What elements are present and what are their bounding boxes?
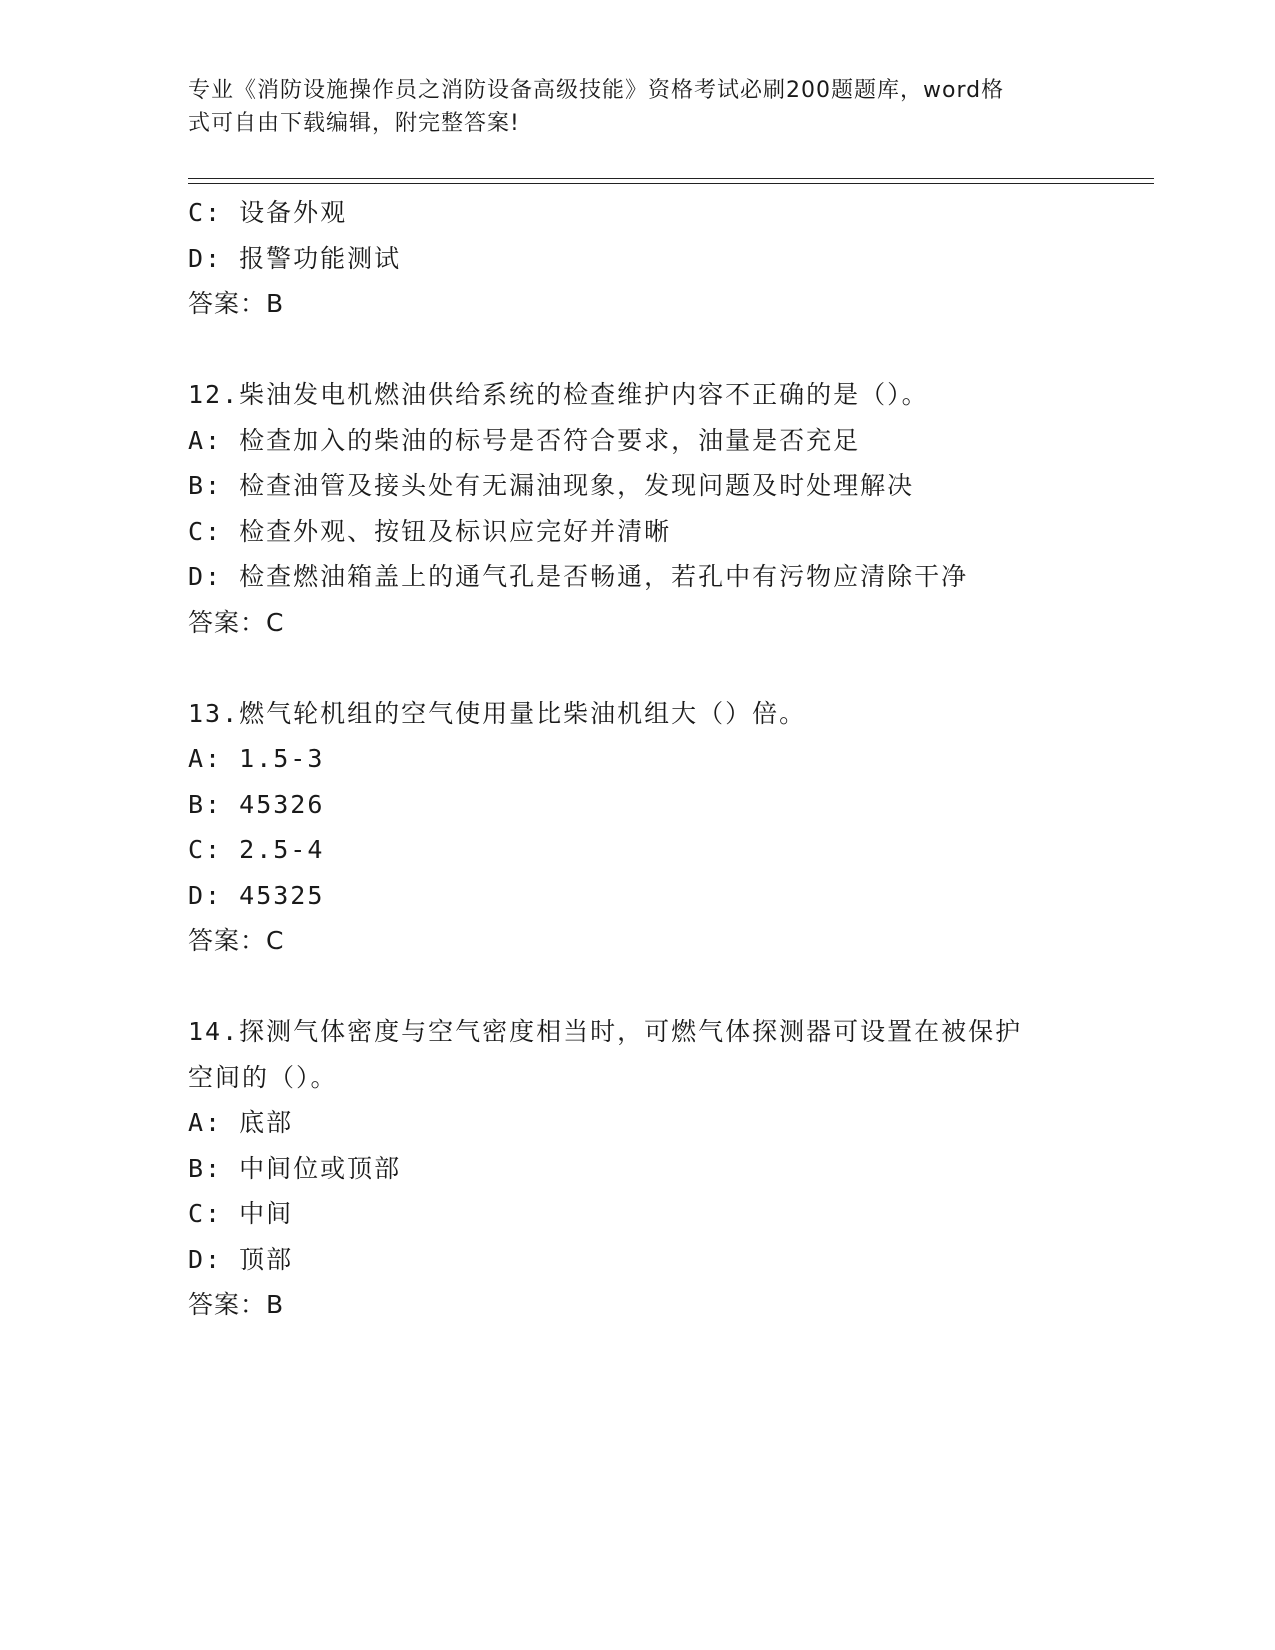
answer: 答案：B — [188, 1290, 285, 1319]
option-b: B: 45326 — [188, 789, 325, 819]
option-d: D: 45325 — [188, 880, 325, 910]
answer: 答案：C — [188, 926, 285, 955]
spacer — [188, 327, 1088, 373]
answer: 答案：C — [188, 607, 285, 637]
question-14 — [188, 1009, 1088, 1328]
header-title-line-1: 专业《消防设施操作员之消防设备高级技能》资格考试必刷200题题库，word格 — [188, 78, 1005, 103]
option-c: C: 2.5-4 — [188, 835, 325, 864]
option-c: C: 设备外观 — [188, 198, 348, 227]
option-a: A: 检查加入的柴油的标号是否符合要求，油量是否充足 — [188, 425, 861, 455]
question-stem: 13.燃气轮机组的空气使用量比柴油机组大（）倍。 — [188, 698, 807, 728]
spacer — [188, 645, 1088, 691]
header-title-line-2: 式可自由下载编辑，附完整答案! — [188, 111, 520, 136]
option-d: D: 检查燃油箱盖上的通气孔是否畅通，若孔中有污物应清除干净 — [188, 562, 969, 591]
option-b: B: 中间位或顶部 — [188, 1153, 402, 1183]
question-12 — [188, 372, 1088, 645]
question-13 — [188, 691, 1088, 964]
option-b: B: 检查油管及接头处有无漏油现象，发现问题及时处理解决 — [188, 471, 915, 500]
question-stem: 12.柴油发电机燃油供给系统的检查维护内容不正确的是（）。 — [188, 380, 929, 409]
question-stem-line-1: 14.探测气体密度与空气密度相当时，可燃气体探测器可设置在被保护 — [188, 1017, 1023, 1046]
page-header — [188, 74, 1068, 140]
question-list — [188, 190, 1088, 1328]
question-stem-line-2: 空间的（）。 — [188, 1062, 338, 1092]
header-divider-bottom — [188, 183, 1154, 184]
option-c: C: 检查外观、按钮及标识应完好并清晰 — [188, 516, 672, 546]
option-a: A: 底部 — [188, 1108, 294, 1137]
option-a: A: 1.5-3 — [188, 744, 325, 773]
option-c: C: 中间 — [188, 1199, 294, 1228]
header-divider-top — [188, 178, 1154, 179]
option-d: D: 报警功能测试 — [188, 243, 402, 273]
option-d: D: 顶部 — [188, 1244, 294, 1274]
answer: 答案：B — [188, 289, 285, 318]
spacer — [188, 964, 1088, 1010]
question-11-tail — [188, 190, 1088, 327]
